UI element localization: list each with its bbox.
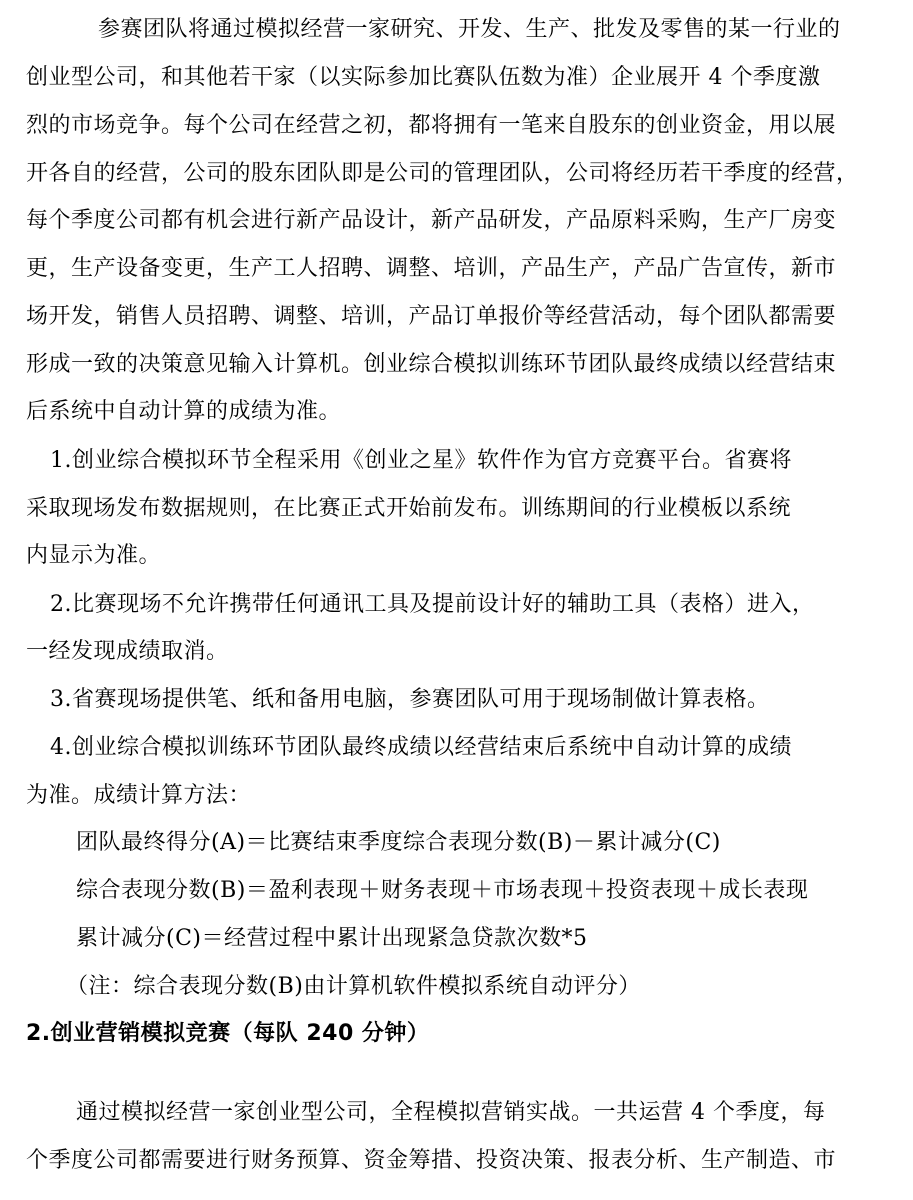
text-line: 创业型公司，和其他若干家（以实际参加比赛队伍数为准）企业展开 4 个季度激 [26, 65, 821, 90]
text-line: 采取现场发布数据规则，在比赛正式开始前发布。训练期间的行业模板以系统 [26, 496, 792, 521]
text-line: 参赛团队将通过模拟经营一家研究、开发、生产、批发及零售的某一行业的 [98, 17, 841, 42]
formula-line: 综合表现分数(B)＝盈利表现＋财务表现＋市场表现＋投资表现＋成长表现 [76, 878, 809, 903]
text-line: 烈的市场竞争。每个公司在经营之初，都将拥有一笔来自股东的创业资金，用以展 [26, 113, 837, 138]
text-line: 一经发现成绩取消。 [26, 639, 229, 664]
text-line: 后系统中自动计算的成绩为准。 [26, 399, 342, 424]
formula-line: 累计减分(C)＝经营过程中累计出现紧急贷款次数*5 [76, 926, 588, 951]
section-heading: 2.创业营销模拟竞赛（每队 240 分钟） [26, 1021, 430, 1046]
text-line: 1.创业综合模拟环节全程采用《创业之星》软件作为官方竞赛平台。省赛将 [50, 448, 792, 473]
text-line: 为准。成绩计算方法： [26, 783, 252, 808]
formula-note: （注：综合表现分数(B)由计算机软件模拟系统自动评分） [66, 974, 641, 999]
text-line: 更，生产设备变更，生产工人招聘、调整、培训，产品生产，产品广告宣传，新市 [26, 256, 837, 281]
text-line: 内显示为准。 [26, 543, 162, 568]
text-line: 开各自的经营，公司的股东团队即是公司的管理团队，公司将经历若干季度的经营， [26, 161, 859, 186]
formula-line: 团队最终得分(A)＝比赛结束季度综合表现分数(B)－累计减分(C) [76, 830, 721, 855]
text-line: 3.省赛现场提供笔、纸和备用电脑，参赛团队可用于现场制做计算表格。 [50, 687, 770, 712]
text-line: 2.比赛现场不允许携带任何通讯工具及提前设计好的辅助工具（表格）进入， [50, 592, 815, 617]
text-line: 通过模拟经营一家创业型公司，全程模拟营销实战。一共运营 4 个季度，每 [76, 1100, 826, 1125]
text-line: 个季度公司都需要进行财务预算、资金筹措、投资决策、报表分析、生产制造、市 [26, 1148, 837, 1173]
text-line: 4.创业综合模拟训练环节团队最终成绩以经营结束后系统中自动计算的成绩 [50, 735, 792, 760]
text-line: 场开发，销售人员招聘、调整、培训，产品订单报价等经营活动，每个团队都需要 [26, 304, 837, 329]
text-line: 形成一致的决策意见输入计算机。创业综合模拟训练环节团队最终成绩以经营结束 [26, 352, 837, 377]
text-line: 每个季度公司都有机会进行新产品设计，新产品研发，产品原料采购，生产厂房变 [26, 208, 837, 233]
